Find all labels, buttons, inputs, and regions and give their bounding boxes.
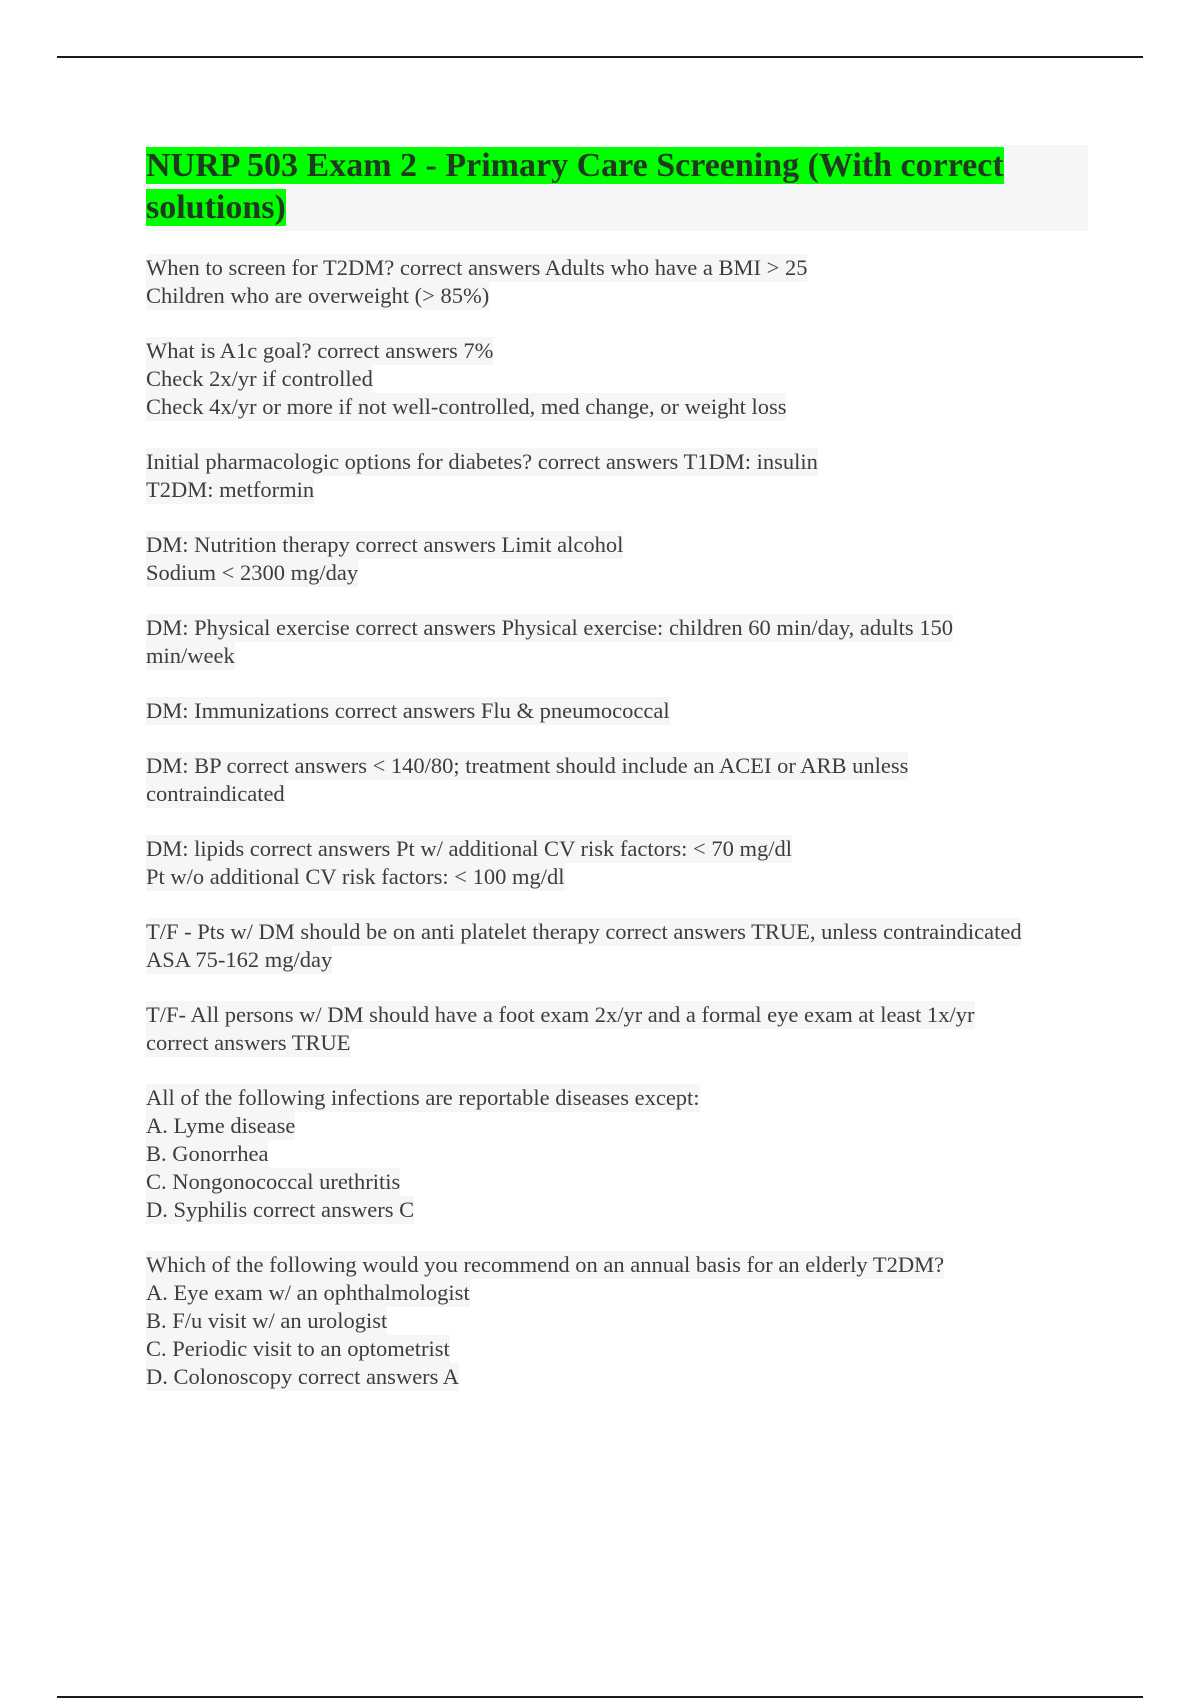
- qa-entry: [146, 1001, 1096, 1057]
- qa-line: D. Syphilis correct answers C: [146, 1197, 415, 1222]
- qa-entry: [146, 1251, 1096, 1391]
- qa-line: C. Nongonococcal urethritis: [146, 1169, 401, 1194]
- qa-entry: [146, 918, 1096, 974]
- qa-line: B. F/u visit w/ an urologist: [146, 1308, 388, 1333]
- qa-entry: [146, 752, 1096, 808]
- qa-line: Children who are overweight (> 85%): [146, 283, 490, 308]
- page-title-highlight: NURP 503 Exam 2 - Primary Care Screening (With correct solutions): [146, 147, 1004, 226]
- qa-line: DM: BP correct answers < 140/80; treatment should include an ACEI or ARB unless: [146, 753, 909, 778]
- qa-list: [146, 254, 1096, 1418]
- qa-entry: [146, 1084, 1096, 1224]
- qa-entry: [146, 531, 1096, 587]
- qa-line: contraindicated: [146, 781, 285, 806]
- qa-line: B. Gonorrhea: [146, 1141, 269, 1166]
- qa-line: D. Colonoscopy correct answers A: [146, 1364, 460, 1389]
- qa-line: A. Lyme disease: [146, 1113, 296, 1138]
- qa-entry: [146, 697, 1096, 725]
- title-block: [146, 145, 1088, 231]
- qa-line: A. Eye exam w/ an ophthalmologist: [146, 1280, 470, 1305]
- qa-entry: [146, 254, 1096, 310]
- qa-line: Check 4x/yr or more if not well-controlled, med change, or weight loss: [146, 394, 787, 419]
- qa-line: What is A1c goal? correct answers 7%: [146, 338, 494, 363]
- top-rule: [57, 56, 1143, 58]
- qa-line: correct answers TRUE: [146, 1030, 351, 1055]
- qa-line: min/week: [146, 643, 235, 668]
- qa-entry: [146, 448, 1096, 504]
- qa-line: Pt w/o additional CV risk factors: < 100 mg/dl: [146, 864, 565, 889]
- qa-line: ASA 75-162 mg/day: [146, 947, 333, 972]
- qa-entry: [146, 337, 1096, 421]
- qa-line: Check 2x/yr if controlled: [146, 366, 373, 391]
- qa-line: DM: Nutrition therapy correct answers Limit alcohol: [146, 532, 624, 557]
- qa-entry: [146, 835, 1096, 891]
- page-title: [146, 145, 1088, 229]
- qa-line: DM: lipids correct answers Pt w/ additional CV risk factors: < 70 mg/dl: [146, 836, 792, 861]
- qa-line: T/F - Pts w/ DM should be on anti platelet therapy correct answers TRUE, unless contraindicated: [146, 919, 1022, 944]
- qa-entry: [146, 614, 1096, 670]
- qa-line: T/F- All persons w/ DM should have a foot exam 2x/yr and a formal eye exam at least 1x/yr: [146, 1002, 975, 1027]
- qa-line: Sodium < 2300 mg/day: [146, 560, 359, 585]
- qa-line: When to screen for T2DM? correct answers Adults who have a BMI > 25: [146, 255, 808, 280]
- qa-line: Which of the following would you recommend on an annual basis for an elderly T2DM?: [146, 1252, 945, 1277]
- qa-line: Initial pharmacologic options for diabetes? correct answers T1DM: insulin: [146, 449, 818, 474]
- qa-line: C. Periodic visit to an optometrist: [146, 1336, 450, 1361]
- qa-line: DM: Immunizations correct answers Flu & pneumococcal: [146, 698, 670, 723]
- qa-line: All of the following infections are reportable diseases except:: [146, 1085, 700, 1110]
- bottom-rule: [57, 1696, 1143, 1698]
- qa-line: T2DM: metformin: [146, 477, 315, 502]
- qa-line: DM: Physical exercise correct answers Physical exercise: children 60 min/day, adults 150: [146, 615, 954, 640]
